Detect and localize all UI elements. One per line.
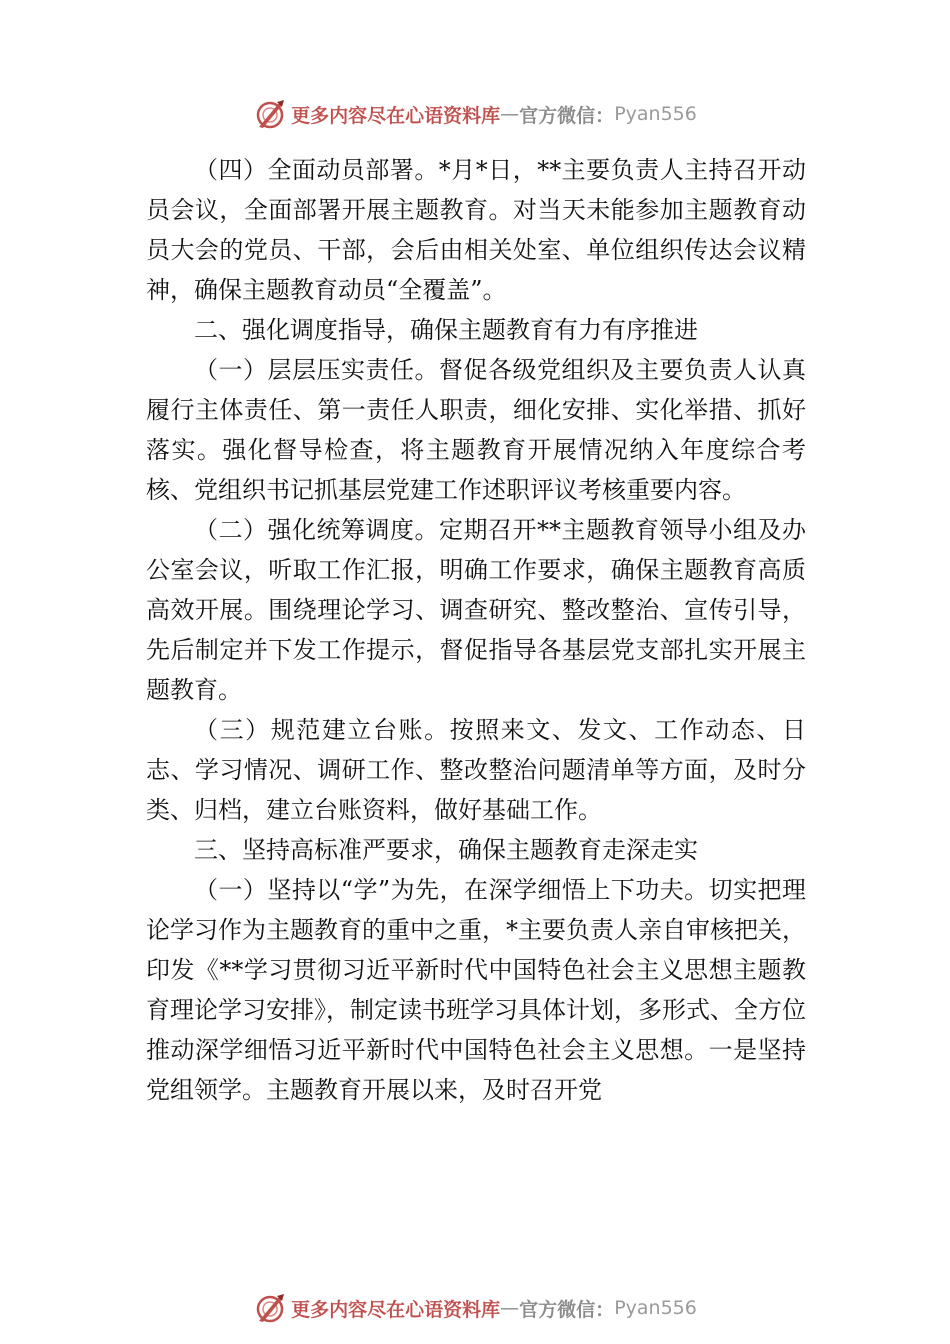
quill-seal-logo-icon [253,1291,287,1325]
wechat-label: 官方微信： [519,1298,615,1321]
footer-watermark-banner [0,1288,950,1328]
promo-text: 更多内容尽在心语资料库 [291,1298,501,1321]
document-body [146,150,806,1110]
banner-dash: — [500,103,520,125]
banner-dash: — [500,1297,520,1319]
paragraph-section-2-2: （二）强化统筹调度。定期召开**主题教育领导小组及办公室会议，听取工作汇报，明确工作要求，确保主题教育高质高效开展。围绕理论学习、调查研究、整改整治、宣传引导，先后制定并下发工作提示，督促指导各基层党支部扎实开展主题教育。 [146,516,806,704]
promo-text: 更多内容尽在心语资料库 [291,104,501,127]
paragraph-section-2-3: （三）规范建立台账。按照来文、发文、工作动态、日志、学习情况、调研工作、整改整治问题清单等方面，及时分类、归档，建立台账资料，做好基础工作。 [146,716,806,824]
section-heading-3: 三、坚持高标准严要求，确保主题教育走深走实 [194,836,698,864]
section-heading-2: 二、强化调度指导，确保主题教育有力有序推进 [194,316,698,344]
paragraph-section-3-1: （一）坚持以“学”为先，在深学细悟上下功夫。切实把理论学习作为主题教育的重中之重，*主要负责人亲自审核把关，印发《**学习贯彻习近平新时代中国特色社会主义思想主题教育理论学习安排》，制定读书班学习具体计划，多形式、全方位推动深学细悟习近平新时代中国特色社会主义思想。一是坚持党组领学。主题教育开展以来，及时召开党 [146,876,806,1104]
quill-seal-logo-icon [253,97,287,131]
wechat-id: Pyan556 [614,1297,697,1319]
paragraph-section-1-4: （四）全面动员部署。*月*日，**主要负责人主持召开动员会议，全面部署开展主题教育。对当天未能参加主题教育动员大会的党员、干部，会后由相关处室、单位组织传达会议精神，确保主题教育动员“全覆盖”。 [146,156,806,304]
header-watermark-banner [0,94,950,134]
wechat-label: 官方微信： [519,104,615,127]
paragraph-section-2-1: （一）层层压实责任。督促各级党组织及主要负责人认真履行主体责任、第一责任人职责，细化安排、实化举措、抓好落实。强化督导检查，将主题教育开展情况纳入年度综合考核、党组织书记抓基层党建工作述职评议考核重要内容。 [146,356,806,504]
wechat-id: Pyan556 [614,103,697,125]
